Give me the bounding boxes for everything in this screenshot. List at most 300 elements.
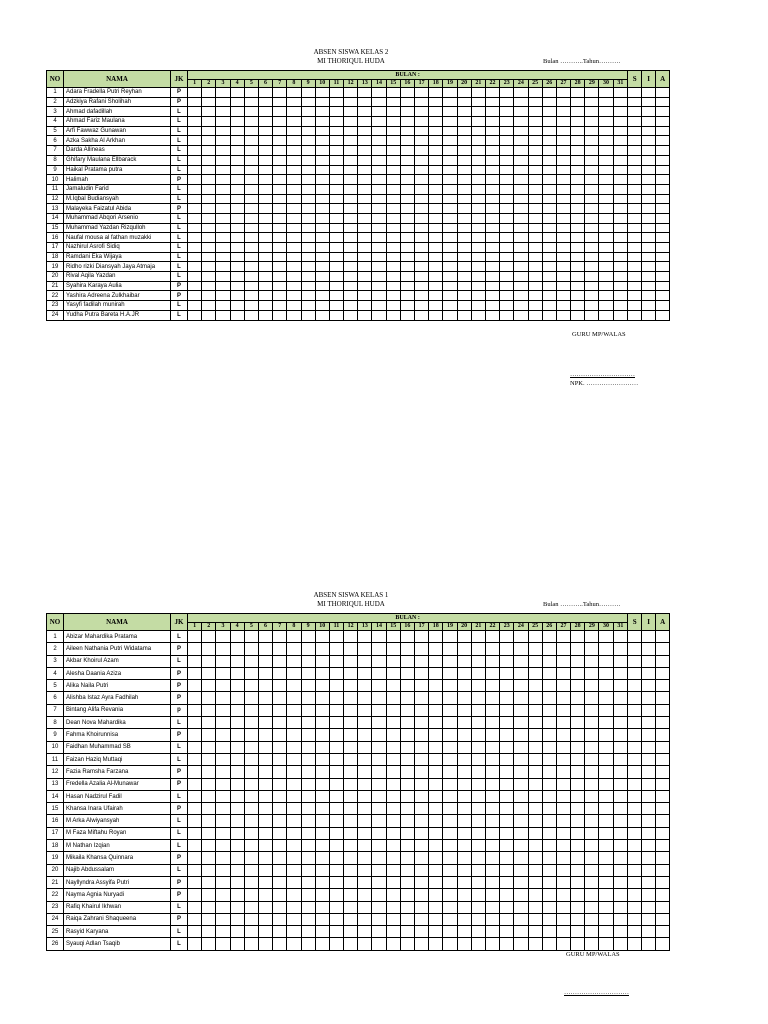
attendance-cell[interactable] bbox=[613, 223, 628, 233]
attendance-cell[interactable] bbox=[230, 136, 244, 146]
attendance-cell[interactable] bbox=[329, 717, 343, 729]
attendance-cell[interactable] bbox=[542, 840, 556, 852]
attendance-cell[interactable] bbox=[258, 155, 272, 165]
attendance-cell[interactable] bbox=[528, 281, 542, 291]
attendance-cell[interactable] bbox=[485, 184, 499, 194]
attendance-cell[interactable] bbox=[443, 840, 457, 852]
attendance-cell[interactable] bbox=[429, 97, 443, 107]
attendance-cell[interactable] bbox=[315, 213, 329, 223]
attendance-cell[interactable] bbox=[457, 876, 471, 888]
attendance-cell[interactable] bbox=[443, 667, 457, 679]
attendance-cell[interactable] bbox=[656, 704, 670, 716]
attendance-cell[interactable] bbox=[273, 778, 287, 790]
attendance-cell[interactable] bbox=[386, 175, 400, 185]
attendance-cell[interactable] bbox=[386, 291, 400, 301]
attendance-cell[interactable] bbox=[599, 840, 613, 852]
attendance-cell[interactable] bbox=[216, 913, 230, 925]
attendance-cell[interactable] bbox=[244, 704, 258, 716]
attendance-cell[interactable] bbox=[429, 146, 443, 156]
attendance-cell[interactable] bbox=[301, 165, 315, 175]
attendance-cell[interactable] bbox=[457, 107, 471, 117]
attendance-cell[interactable] bbox=[344, 717, 358, 729]
attendance-cell[interactable] bbox=[386, 126, 400, 136]
attendance-cell[interactable] bbox=[244, 310, 258, 320]
attendance-cell[interactable] bbox=[372, 136, 386, 146]
attendance-cell[interactable] bbox=[613, 717, 628, 729]
attendance-cell[interactable] bbox=[287, 262, 301, 272]
attendance-cell[interactable] bbox=[329, 194, 343, 204]
attendance-cell[interactable] bbox=[514, 692, 528, 704]
attendance-cell[interactable] bbox=[415, 204, 429, 214]
attendance-cell[interactable] bbox=[188, 107, 202, 117]
attendance-cell[interactable] bbox=[315, 107, 329, 117]
attendance-cell[interactable] bbox=[613, 301, 628, 311]
attendance-cell[interactable] bbox=[599, 262, 613, 272]
attendance-cell[interactable] bbox=[372, 184, 386, 194]
attendance-cell[interactable] bbox=[258, 667, 272, 679]
attendance-cell[interactable] bbox=[514, 852, 528, 864]
attendance-cell[interactable] bbox=[415, 117, 429, 127]
attendance-cell[interactable] bbox=[585, 310, 599, 320]
attendance-cell[interactable] bbox=[457, 938, 471, 950]
attendance-cell[interactable] bbox=[329, 643, 343, 655]
attendance-cell[interactable] bbox=[443, 729, 457, 741]
attendance-cell[interactable] bbox=[443, 864, 457, 876]
attendance-cell[interactable] bbox=[542, 126, 556, 136]
attendance-cell[interactable] bbox=[287, 97, 301, 107]
attendance-cell[interactable] bbox=[386, 233, 400, 243]
attendance-cell[interactable] bbox=[613, 889, 628, 901]
attendance-cell[interactable] bbox=[485, 252, 499, 262]
attendance-cell[interactable] bbox=[656, 252, 670, 262]
attendance-cell[interactable] bbox=[358, 126, 372, 136]
attendance-cell[interactable] bbox=[485, 194, 499, 204]
attendance-cell[interactable] bbox=[457, 631, 471, 643]
attendance-cell[interactable] bbox=[429, 291, 443, 301]
attendance-cell[interactable] bbox=[188, 889, 202, 901]
attendance-cell[interactable] bbox=[202, 281, 216, 291]
attendance-cell[interactable] bbox=[485, 741, 499, 753]
attendance-cell[interactable] bbox=[471, 840, 485, 852]
attendance-cell[interactable] bbox=[500, 704, 514, 716]
attendance-cell[interactable] bbox=[599, 913, 613, 925]
attendance-cell[interactable] bbox=[202, 194, 216, 204]
attendance-cell[interactable] bbox=[628, 889, 642, 901]
attendance-cell[interactable] bbox=[386, 310, 400, 320]
attendance-cell[interactable] bbox=[329, 223, 343, 233]
attendance-cell[interactable] bbox=[386, 753, 400, 765]
attendance-cell[interactable] bbox=[415, 643, 429, 655]
attendance-cell[interactable] bbox=[415, 126, 429, 136]
attendance-cell[interactable] bbox=[415, 213, 429, 223]
attendance-cell[interactable] bbox=[471, 778, 485, 790]
attendance-cell[interactable] bbox=[415, 175, 429, 185]
attendance-cell[interactable] bbox=[514, 643, 528, 655]
attendance-cell[interactable] bbox=[471, 194, 485, 204]
attendance-cell[interactable] bbox=[500, 692, 514, 704]
attendance-cell[interactable] bbox=[542, 827, 556, 839]
attendance-cell[interactable] bbox=[230, 262, 244, 272]
attendance-cell[interactable] bbox=[485, 310, 499, 320]
attendance-cell[interactable] bbox=[457, 889, 471, 901]
attendance-cell[interactable] bbox=[542, 852, 556, 864]
attendance-cell[interactable] bbox=[613, 815, 628, 827]
attendance-cell[interactable] bbox=[443, 272, 457, 282]
attendance-cell[interactable] bbox=[457, 680, 471, 692]
attendance-cell[interactable] bbox=[471, 926, 485, 938]
attendance-cell[interactable] bbox=[386, 815, 400, 827]
attendance-cell[interactable] bbox=[571, 729, 585, 741]
attendance-cell[interactable] bbox=[386, 741, 400, 753]
attendance-cell[interactable] bbox=[415, 310, 429, 320]
attendance-cell[interactable] bbox=[471, 88, 485, 98]
attendance-cell[interactable] bbox=[258, 194, 272, 204]
attendance-cell[interactable] bbox=[344, 223, 358, 233]
attendance-cell[interactable] bbox=[628, 281, 642, 291]
attendance-cell[interactable] bbox=[571, 926, 585, 938]
attendance-cell[interactable] bbox=[585, 184, 599, 194]
attendance-cell[interactable] bbox=[457, 840, 471, 852]
attendance-cell[interactable] bbox=[556, 233, 570, 243]
attendance-cell[interactable] bbox=[500, 213, 514, 223]
attendance-cell[interactable] bbox=[386, 667, 400, 679]
attendance-cell[interactable] bbox=[443, 680, 457, 692]
attendance-cell[interactable] bbox=[344, 97, 358, 107]
attendance-cell[interactable] bbox=[230, 643, 244, 655]
attendance-cell[interactable] bbox=[571, 194, 585, 204]
attendance-cell[interactable] bbox=[571, 631, 585, 643]
attendance-cell[interactable] bbox=[500, 136, 514, 146]
attendance-cell[interactable] bbox=[500, 717, 514, 729]
attendance-cell[interactable] bbox=[258, 117, 272, 127]
attendance-cell[interactable] bbox=[556, 107, 570, 117]
attendance-cell[interactable] bbox=[542, 301, 556, 311]
attendance-cell[interactable] bbox=[429, 175, 443, 185]
attendance-cell[interactable] bbox=[372, 913, 386, 925]
attendance-cell[interactable] bbox=[358, 876, 372, 888]
attendance-cell[interactable] bbox=[429, 252, 443, 262]
attendance-cell[interactable] bbox=[542, 165, 556, 175]
attendance-cell[interactable] bbox=[301, 889, 315, 901]
attendance-cell[interactable] bbox=[258, 631, 272, 643]
attendance-cell[interactable] bbox=[329, 778, 343, 790]
attendance-cell[interactable] bbox=[642, 790, 656, 802]
attendance-cell[interactable] bbox=[287, 281, 301, 291]
attendance-cell[interactable] bbox=[500, 204, 514, 214]
attendance-cell[interactable] bbox=[585, 852, 599, 864]
attendance-cell[interactable] bbox=[429, 753, 443, 765]
attendance-cell[interactable] bbox=[585, 876, 599, 888]
attendance-cell[interactable] bbox=[514, 680, 528, 692]
attendance-cell[interactable] bbox=[556, 926, 570, 938]
attendance-cell[interactable] bbox=[344, 194, 358, 204]
attendance-cell[interactable] bbox=[457, 913, 471, 925]
attendance-cell[interactable] bbox=[642, 901, 656, 913]
attendance-cell[interactable] bbox=[556, 840, 570, 852]
attendance-cell[interactable] bbox=[457, 272, 471, 282]
attendance-cell[interactable] bbox=[344, 301, 358, 311]
attendance-cell[interactable] bbox=[188, 165, 202, 175]
attendance-cell[interactable] bbox=[485, 213, 499, 223]
attendance-cell[interactable] bbox=[628, 643, 642, 655]
attendance-cell[interactable] bbox=[443, 233, 457, 243]
attendance-cell[interactable] bbox=[628, 301, 642, 311]
attendance-cell[interactable] bbox=[528, 291, 542, 301]
attendance-cell[interactable] bbox=[287, 88, 301, 98]
attendance-cell[interactable] bbox=[628, 107, 642, 117]
attendance-cell[interactable] bbox=[315, 889, 329, 901]
attendance-cell[interactable] bbox=[244, 165, 258, 175]
attendance-cell[interactable] bbox=[457, 223, 471, 233]
attendance-cell[interactable] bbox=[556, 680, 570, 692]
attendance-cell[interactable] bbox=[571, 938, 585, 950]
attendance-cell[interactable] bbox=[386, 213, 400, 223]
attendance-cell[interactable] bbox=[656, 281, 670, 291]
attendance-cell[interactable] bbox=[329, 184, 343, 194]
attendance-cell[interactable] bbox=[628, 175, 642, 185]
attendance-cell[interactable] bbox=[471, 655, 485, 667]
attendance-cell[interactable] bbox=[656, 926, 670, 938]
attendance-cell[interactable] bbox=[528, 901, 542, 913]
attendance-cell[interactable] bbox=[429, 729, 443, 741]
attendance-cell[interactable] bbox=[556, 717, 570, 729]
attendance-cell[interactable] bbox=[656, 184, 670, 194]
attendance-cell[interactable] bbox=[216, 233, 230, 243]
attendance-cell[interactable] bbox=[585, 938, 599, 950]
attendance-cell[interactable] bbox=[457, 155, 471, 165]
attendance-cell[interactable] bbox=[642, 146, 656, 156]
attendance-cell[interactable] bbox=[315, 815, 329, 827]
attendance-cell[interactable] bbox=[613, 901, 628, 913]
attendance-cell[interactable] bbox=[287, 175, 301, 185]
attendance-cell[interactable] bbox=[429, 827, 443, 839]
attendance-cell[interactable] bbox=[358, 667, 372, 679]
attendance-cell[interactable] bbox=[571, 97, 585, 107]
attendance-cell[interactable] bbox=[642, 136, 656, 146]
attendance-cell[interactable] bbox=[599, 126, 613, 136]
attendance-cell[interactable] bbox=[613, 243, 628, 253]
attendance-cell[interactable] bbox=[287, 194, 301, 204]
attendance-cell[interactable] bbox=[571, 233, 585, 243]
attendance-cell[interactable] bbox=[500, 233, 514, 243]
attendance-cell[interactable] bbox=[301, 631, 315, 643]
attendance-cell[interactable] bbox=[585, 107, 599, 117]
attendance-cell[interactable] bbox=[500, 901, 514, 913]
attendance-cell[interactable] bbox=[415, 233, 429, 243]
attendance-cell[interactable] bbox=[500, 97, 514, 107]
attendance-cell[interactable] bbox=[642, 213, 656, 223]
attendance-cell[interactable] bbox=[315, 790, 329, 802]
attendance-cell[interactable] bbox=[386, 301, 400, 311]
attendance-cell[interactable] bbox=[315, 717, 329, 729]
attendance-cell[interactable] bbox=[386, 827, 400, 839]
attendance-cell[interactable] bbox=[642, 184, 656, 194]
attendance-cell[interactable] bbox=[287, 146, 301, 156]
attendance-cell[interactable] bbox=[457, 126, 471, 136]
attendance-cell[interactable] bbox=[216, 753, 230, 765]
attendance-cell[interactable] bbox=[244, 741, 258, 753]
attendance-cell[interactable] bbox=[358, 272, 372, 282]
attendance-cell[interactable] bbox=[599, 753, 613, 765]
attendance-cell[interactable] bbox=[372, 717, 386, 729]
attendance-cell[interactable] bbox=[415, 729, 429, 741]
attendance-cell[interactable] bbox=[415, 692, 429, 704]
attendance-cell[interactable] bbox=[202, 840, 216, 852]
attendance-cell[interactable] bbox=[258, 926, 272, 938]
attendance-cell[interactable] bbox=[230, 117, 244, 127]
attendance-cell[interactable] bbox=[457, 310, 471, 320]
attendance-cell[interactable] bbox=[556, 631, 570, 643]
attendance-cell[interactable] bbox=[485, 291, 499, 301]
attendance-cell[interactable] bbox=[258, 107, 272, 117]
attendance-cell[interactable] bbox=[386, 840, 400, 852]
attendance-cell[interactable] bbox=[258, 766, 272, 778]
attendance-cell[interactable] bbox=[585, 667, 599, 679]
attendance-cell[interactable] bbox=[344, 889, 358, 901]
attendance-cell[interactable] bbox=[642, 840, 656, 852]
attendance-cell[interactable] bbox=[656, 680, 670, 692]
attendance-cell[interactable] bbox=[400, 938, 414, 950]
attendance-cell[interactable] bbox=[599, 803, 613, 815]
attendance-cell[interactable] bbox=[329, 753, 343, 765]
attendance-cell[interactable] bbox=[358, 778, 372, 790]
attendance-cell[interactable] bbox=[386, 852, 400, 864]
attendance-cell[interactable] bbox=[571, 252, 585, 262]
attendance-cell[interactable] bbox=[443, 717, 457, 729]
attendance-cell[interactable] bbox=[386, 146, 400, 156]
attendance-cell[interactable] bbox=[315, 864, 329, 876]
attendance-cell[interactable] bbox=[273, 126, 287, 136]
attendance-cell[interactable] bbox=[571, 717, 585, 729]
attendance-cell[interactable] bbox=[599, 643, 613, 655]
attendance-cell[interactable] bbox=[542, 175, 556, 185]
attendance-cell[interactable] bbox=[400, 889, 414, 901]
attendance-cell[interactable] bbox=[514, 864, 528, 876]
attendance-cell[interactable] bbox=[500, 926, 514, 938]
attendance-cell[interactable] bbox=[571, 281, 585, 291]
attendance-cell[interactable] bbox=[485, 766, 499, 778]
attendance-cell[interactable] bbox=[329, 876, 343, 888]
attendance-cell[interactable] bbox=[628, 717, 642, 729]
attendance-cell[interactable] bbox=[273, 938, 287, 950]
attendance-cell[interactable] bbox=[258, 803, 272, 815]
attendance-cell[interactable] bbox=[400, 194, 414, 204]
attendance-cell[interactable] bbox=[443, 262, 457, 272]
attendance-cell[interactable] bbox=[386, 165, 400, 175]
attendance-cell[interactable] bbox=[258, 815, 272, 827]
attendance-cell[interactable] bbox=[471, 864, 485, 876]
attendance-cell[interactable] bbox=[315, 194, 329, 204]
attendance-cell[interactable] bbox=[556, 310, 570, 320]
attendance-cell[interactable] bbox=[514, 926, 528, 938]
attendance-cell[interactable] bbox=[485, 803, 499, 815]
attendance-cell[interactable] bbox=[585, 223, 599, 233]
attendance-cell[interactable] bbox=[528, 741, 542, 753]
attendance-cell[interactable] bbox=[556, 165, 570, 175]
attendance-cell[interactable] bbox=[528, 262, 542, 272]
attendance-cell[interactable] bbox=[500, 729, 514, 741]
attendance-cell[interactable] bbox=[244, 790, 258, 802]
attendance-cell[interactable] bbox=[372, 252, 386, 262]
attendance-cell[interactable] bbox=[244, 175, 258, 185]
attendance-cell[interactable] bbox=[400, 729, 414, 741]
attendance-cell[interactable] bbox=[415, 852, 429, 864]
attendance-cell[interactable] bbox=[202, 631, 216, 643]
attendance-cell[interactable] bbox=[386, 117, 400, 127]
attendance-cell[interactable] bbox=[301, 281, 315, 291]
attendance-cell[interactable] bbox=[372, 631, 386, 643]
attendance-cell[interactable] bbox=[372, 301, 386, 311]
attendance-cell[interactable] bbox=[642, 704, 656, 716]
attendance-cell[interactable] bbox=[656, 88, 670, 98]
attendance-cell[interactable] bbox=[386, 704, 400, 716]
attendance-cell[interactable] bbox=[188, 213, 202, 223]
attendance-cell[interactable] bbox=[372, 729, 386, 741]
attendance-cell[interactable] bbox=[500, 107, 514, 117]
attendance-cell[interactable] bbox=[287, 827, 301, 839]
attendance-cell[interactable] bbox=[358, 790, 372, 802]
attendance-cell[interactable] bbox=[344, 117, 358, 127]
attendance-cell[interactable] bbox=[443, 753, 457, 765]
attendance-cell[interactable] bbox=[329, 281, 343, 291]
attendance-cell[interactable] bbox=[656, 876, 670, 888]
attendance-cell[interactable] bbox=[613, 252, 628, 262]
attendance-cell[interactable] bbox=[358, 827, 372, 839]
attendance-cell[interactable] bbox=[273, 803, 287, 815]
attendance-cell[interactable] bbox=[642, 126, 656, 136]
attendance-cell[interactable] bbox=[613, 126, 628, 136]
attendance-cell[interactable] bbox=[301, 184, 315, 194]
attendance-cell[interactable] bbox=[329, 107, 343, 117]
attendance-cell[interactable] bbox=[528, 753, 542, 765]
attendance-cell[interactable] bbox=[514, 126, 528, 136]
attendance-cell[interactable] bbox=[471, 184, 485, 194]
attendance-cell[interactable] bbox=[230, 194, 244, 204]
attendance-cell[interactable] bbox=[542, 204, 556, 214]
attendance-cell[interactable] bbox=[429, 281, 443, 291]
attendance-cell[interactable] bbox=[287, 213, 301, 223]
attendance-cell[interactable] bbox=[585, 889, 599, 901]
attendance-cell[interactable] bbox=[656, 741, 670, 753]
attendance-cell[interactable] bbox=[528, 243, 542, 253]
attendance-cell[interactable] bbox=[372, 667, 386, 679]
attendance-cell[interactable] bbox=[613, 667, 628, 679]
attendance-cell[interactable] bbox=[344, 766, 358, 778]
attendance-cell[interactable] bbox=[471, 97, 485, 107]
attendance-cell[interactable] bbox=[258, 126, 272, 136]
attendance-cell[interactable] bbox=[216, 107, 230, 117]
attendance-cell[interactable] bbox=[315, 753, 329, 765]
attendance-cell[interactable] bbox=[372, 704, 386, 716]
attendance-cell[interactable] bbox=[230, 704, 244, 716]
attendance-cell[interactable] bbox=[542, 97, 556, 107]
attendance-cell[interactable] bbox=[485, 913, 499, 925]
attendance-cell[interactable] bbox=[258, 790, 272, 802]
attendance-cell[interactable] bbox=[315, 913, 329, 925]
attendance-cell[interactable] bbox=[443, 136, 457, 146]
attendance-cell[interactable] bbox=[415, 753, 429, 765]
attendance-cell[interactable] bbox=[216, 729, 230, 741]
attendance-cell[interactable] bbox=[514, 252, 528, 262]
attendance-cell[interactable] bbox=[571, 310, 585, 320]
attendance-cell[interactable] bbox=[372, 840, 386, 852]
attendance-cell[interactable] bbox=[386, 194, 400, 204]
attendance-cell[interactable] bbox=[514, 901, 528, 913]
attendance-cell[interactable] bbox=[585, 827, 599, 839]
attendance-cell[interactable] bbox=[315, 310, 329, 320]
attendance-cell[interactable] bbox=[585, 301, 599, 311]
attendance-cell[interactable] bbox=[542, 913, 556, 925]
